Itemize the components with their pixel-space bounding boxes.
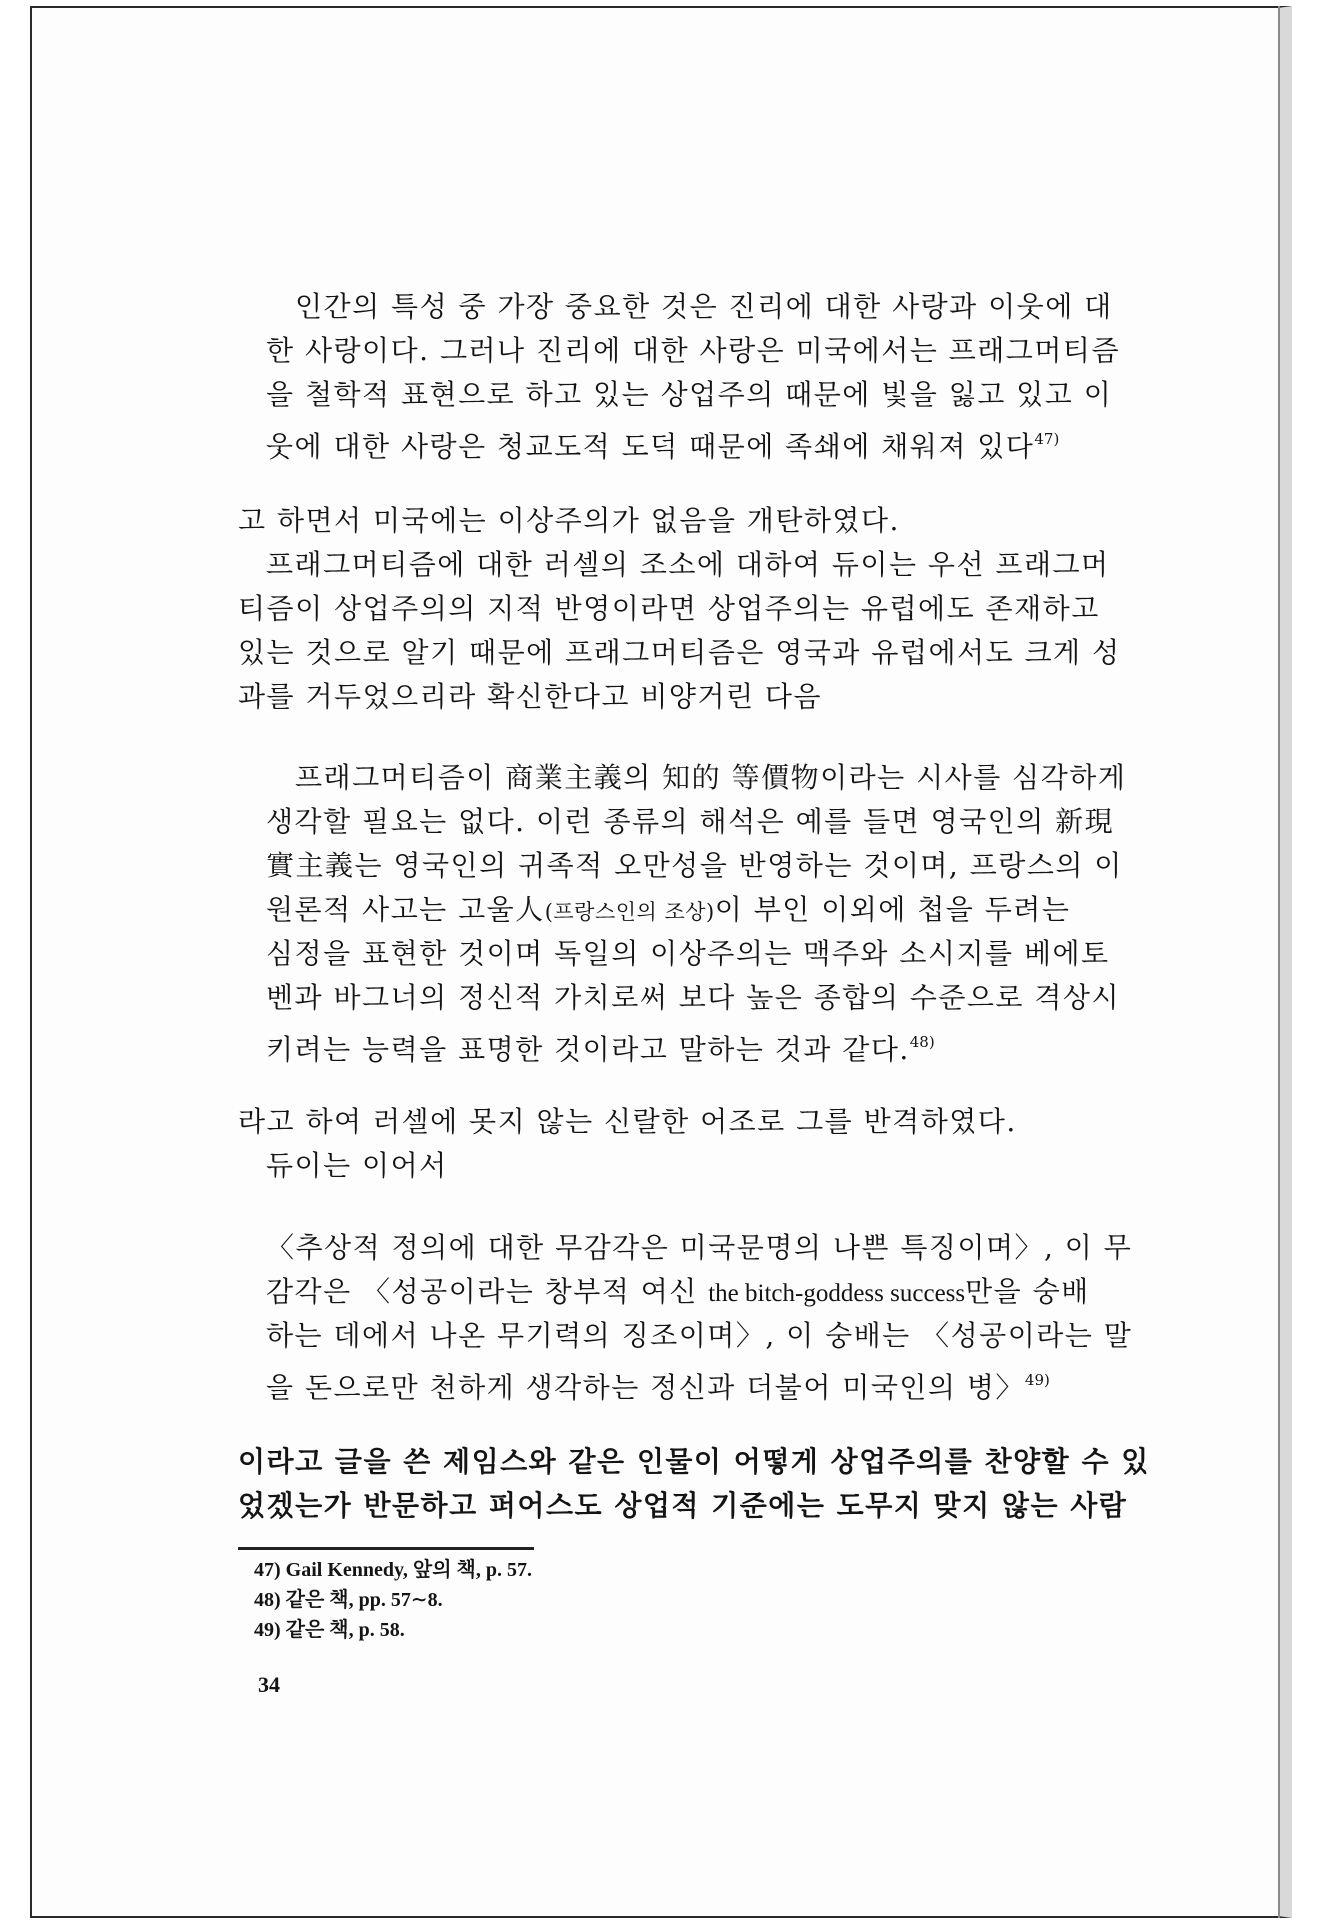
quote3-line-2-b: 만을 숭배 [965, 1275, 1090, 1308]
quote1-line-4-text: 웃에 대한 사랑은 청교도적 도덕 때문에 족쇄에 채워져 있다 [266, 430, 1035, 463]
quote3-line-4 [266, 1358, 1050, 1410]
quote2-line-4 [266, 888, 1070, 934]
quote3-line-2 [266, 1270, 1090, 1316]
quote2-line-5: 심정을 표현한 것이며 독일의 이상주의는 맥주와 소시지를 베에토 [266, 937, 1110, 970]
quote2-line-4-b: 이 부인 이외에 첩을 두려는 [714, 893, 1071, 926]
footnote-rule [238, 1547, 534, 1550]
quote2-line-4-paren: (프랑스인의 조상) [544, 900, 715, 924]
quote2-line-1: 프래그머티즘이 商業主義의 知的 等價物이라는 시사를 심각하게 [295, 761, 1127, 794]
footnote-48: 48) 같은 책, pp. 57∼8. [254, 1589, 443, 1611]
body1-line-4: 있는 것으로 알기 때문에 프래그머티즘은 영국과 유럽에서도 크게 성 [238, 636, 1121, 669]
quote2-line-6: 벤과 바그너의 정신적 가치로써 보다 높은 종합의 수준으로 격상시 [266, 981, 1121, 1014]
quote2-line-4-a: 원론적 사고는 고울人 [266, 893, 545, 926]
footnote-49: 49) 같은 책, p. 58. [254, 1619, 405, 1641]
page-number: 34 [258, 1672, 280, 1697]
body2-line-2: 듀이는 이어서 [266, 1149, 448, 1182]
quote1-line-1: 인간의 특성 중 가장 중요한 것은 진리에 대한 사랑과 이웃에 대 [295, 290, 1113, 323]
footnote-ref-48: 48) [909, 1033, 935, 1051]
quote1-line-3: 을 철학적 표현으로 하고 있는 상업주의 때문에 빛을 잃고 있고 이 [266, 378, 1113, 411]
body2-line-1: 라고 하여 러셀에 못지 않는 신랄한 어조로 그를 반격하였다. [238, 1105, 1017, 1138]
quote3-line-3: 하는 데에서 나온 무기력의 징조이며〉, 이 숭배는 〈성공이라는 말 [266, 1319, 1133, 1352]
body3-line-2: 었겠는가 반문하고 퍼어스도 상업적 기준에는 도무지 맞지 않는 사람 [238, 1489, 1128, 1522]
quote3-line-4-text: 을 돈으로만 천하게 생각하는 정신과 더불어 미국인의 병〉 [266, 1371, 1025, 1404]
quote2-line-7-text: 키려는 능력을 표명한 것이라고 말하는 것과 같다. [266, 1033, 910, 1066]
body1-line-2: 프래그머티즘에 대한 러셀의 조소에 대하여 듀이는 우선 프래그머 [266, 548, 1110, 581]
body1-line-1: 고 하면서 미국에는 이상주의가 없음을 개탄하였다. [238, 504, 900, 537]
body1-line-5: 과를 거두었으리라 확신한다고 비양거린 다음 [238, 680, 823, 713]
quote1-line-4 [266, 417, 1059, 469]
body3-line-1: 이라고 글을 쓴 제임스와 같은 인물이 어떻게 상업주의를 찬양할 수 있 [238, 1445, 1150, 1478]
page-edge [1278, 6, 1280, 1918]
footnote-ref-49: 49) [1024, 1371, 1050, 1389]
quote3-line-2-a: 감각은 〈성공이라는 창부적 여신 [266, 1275, 709, 1308]
body1-line-3: 티즘이 상업주의의 지적 반영이라면 상업주의는 유럽에도 존재하고 [238, 592, 1100, 625]
quote3-line-2-roman: the bitch-goddess success [708, 1280, 966, 1307]
quote3-line-1: 〈추상적 정의에 대한 무감각은 미국문명의 나쁜 특징이며〉, 이 무 [266, 1231, 1133, 1264]
quote2-line-7 [266, 1020, 935, 1072]
quote2-line-3: 實主義는 영국인의 귀족적 오만성을 반영하는 것이며, 프랑스의 이 [266, 849, 1123, 882]
footnote-ref-47: 47) [1034, 430, 1060, 448]
footnote-47: 47) Gail Kennedy, 앞의 책, p. 57. [254, 1559, 532, 1581]
quote2-line-2: 생각할 필요는 없다. 이런 종류의 해석은 예를 들면 영국인의 新現 [266, 805, 1115, 838]
quote1-line-2: 한 사랑이다. 그러나 진리에 대한 사랑은 미국에서는 프래그머티즘 [266, 334, 1121, 367]
